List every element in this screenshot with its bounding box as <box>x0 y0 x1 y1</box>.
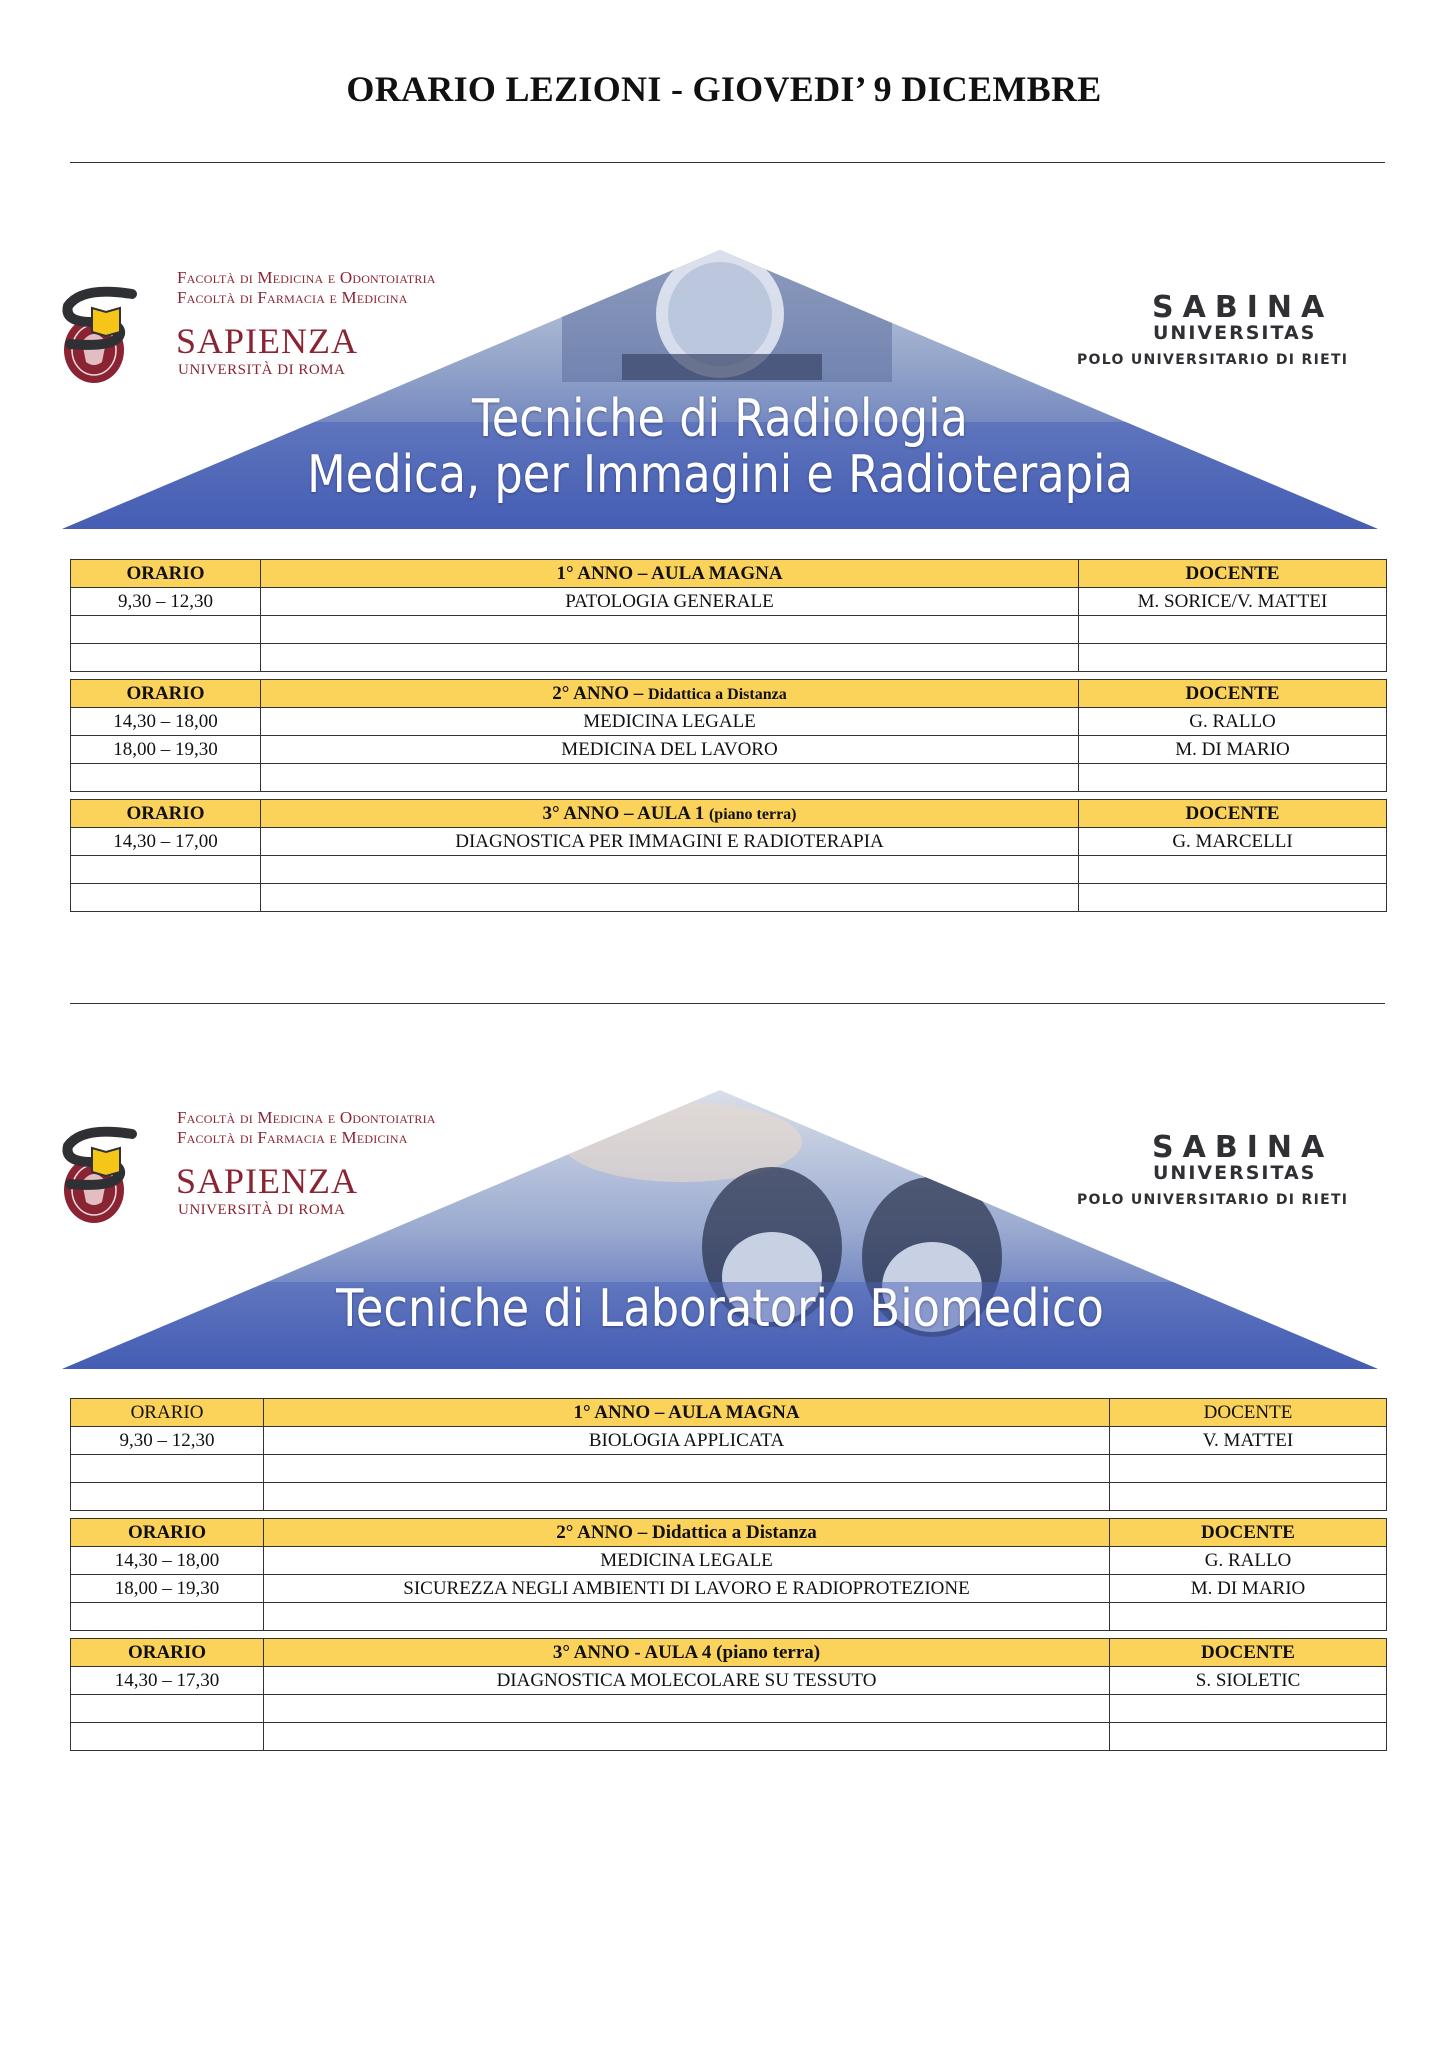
course-title-line-1: Tecniche di Radiologia <box>472 389 968 449</box>
sabina-polo: POLO UNIVERSITARIO DI RIETI <box>1077 352 1349 368</box>
sapienza-name: SAPIENZA <box>176 1161 359 1201</box>
cell-time <box>71 1455 264 1483</box>
cell-time: 14,30 – 18,00 <box>71 708 261 736</box>
table-row <box>71 1667 1387 1695</box>
faculty-line-1: Facoltà di Medicina e Odontoiatria <box>177 1108 436 1127</box>
cell-subject: MEDICINA DEL LAVORO <box>261 736 1079 764</box>
header-year: 2° ANNO – Didattica a Distanza <box>264 1519 1110 1547</box>
faculty-line-2: Facoltà di Farmacia e Medicina <box>177 1128 408 1147</box>
header-orario: ORARIO <box>71 560 261 588</box>
sabina-logo-icon <box>62 1126 146 1192</box>
table-row <box>71 764 1387 792</box>
cell-teacher: M. DI MARIO <box>1079 736 1387 764</box>
cell-subject <box>261 616 1079 644</box>
table-row <box>71 884 1387 912</box>
header-orario: ORARIO <box>71 1519 264 1547</box>
table-header-row <box>71 800 1387 828</box>
header-docente: DOCENTE <box>1110 1399 1387 1427</box>
table-row <box>71 1547 1387 1575</box>
table-row <box>71 1603 1387 1631</box>
cell-subject <box>261 644 1079 672</box>
cell-teacher <box>1079 856 1387 884</box>
page-title: ORARIO LEZIONI - GIOVEDI’ 9 DICEMBRE <box>346 69 1102 109</box>
banner-laboratorio <box>62 1082 1378 1372</box>
cell-time: 9,30 – 12,30 <box>71 588 261 616</box>
cell-time <box>71 1483 264 1511</box>
header-orario: ORARIO <box>71 1399 264 1427</box>
cell-time: 14,30 – 18,00 <box>71 1547 264 1575</box>
table-row <box>71 1427 1387 1455</box>
header-year: 1° ANNO – AULA MAGNA <box>261 560 1079 588</box>
cell-time: 9,30 – 12,30 <box>71 1427 264 1455</box>
cell-subject: SICUREZZA NEGLI AMBIENTI DI LAVORO E RADIOPROTEZIONE <box>264 1575 1110 1603</box>
cell-teacher: M. SORICE/V. MATTEI <box>1079 588 1387 616</box>
table-gap <box>71 792 1387 800</box>
sabina-name: SABINA <box>1152 290 1334 325</box>
cell-time <box>71 1723 264 1751</box>
table-header-row <box>71 1639 1387 1667</box>
table-row <box>71 856 1387 884</box>
sapienza-subtitle: UNIVERSITÀ DI ROMA <box>178 1202 346 1218</box>
header-docente: DOCENTE <box>1110 1519 1387 1547</box>
table-row <box>71 616 1387 644</box>
header-year: 1° ANNO – AULA MAGNA <box>264 1399 1110 1427</box>
table-row <box>71 828 1387 856</box>
table-header-row <box>71 560 1387 588</box>
course-title-line-2: Medica, per Immagini e Radioterapia <box>307 445 1133 505</box>
cell-teacher <box>1079 764 1387 792</box>
banner-radiologia <box>62 242 1378 532</box>
table-gap <box>71 1631 1387 1639</box>
table-row <box>71 1483 1387 1511</box>
table-header-row <box>71 1519 1387 1547</box>
divider-top <box>70 162 1385 163</box>
header-docente: DOCENTE <box>1079 800 1387 828</box>
cell-subject: DIAGNOSTICA PER IMMAGINI E RADIOTERAPIA <box>261 828 1079 856</box>
cell-time <box>71 1603 264 1631</box>
faculty-line-2: Facoltà di Farmacia e Medicina <box>177 288 408 307</box>
cell-teacher <box>1110 1603 1387 1631</box>
cell-time <box>71 856 261 884</box>
cell-subject <box>264 1483 1110 1511</box>
table-row <box>71 588 1387 616</box>
course-title-line-1: Tecniche di Laboratorio Biomedico <box>336 1279 1104 1339</box>
cell-teacher <box>1079 644 1387 672</box>
sapienza-name: SAPIENZA <box>176 321 359 361</box>
schedule-table-radiologia <box>70 559 1387 912</box>
table-gap <box>71 1511 1387 1519</box>
cell-subject: PATOLOGIA GENERALE <box>261 588 1079 616</box>
cell-subject <box>264 1695 1110 1723</box>
cell-teacher: M. DI MARIO <box>1110 1575 1387 1603</box>
cell-time: 14,30 – 17,00 <box>71 828 261 856</box>
sabina-polo: POLO UNIVERSITARIO DI RIETI <box>1077 1192 1349 1208</box>
header-docente: DOCENTE <box>1110 1639 1387 1667</box>
cell-subject <box>261 884 1079 912</box>
header-docente: DOCENTE <box>1079 680 1387 708</box>
cell-time: 18,00 – 19,30 <box>71 736 261 764</box>
cell-time: 14,30 – 17,30 <box>71 1667 264 1695</box>
cell-time <box>71 764 261 792</box>
cell-time <box>71 644 261 672</box>
cell-teacher: G. RALLO <box>1110 1547 1387 1575</box>
table-header-row <box>71 680 1387 708</box>
cell-time <box>71 1695 264 1723</box>
sabina-name: SABINA <box>1152 1130 1334 1165</box>
header-orario: ORARIO <box>71 800 261 828</box>
cell-teacher: S. SIOLETIC <box>1110 1667 1387 1695</box>
cell-teacher <box>1079 616 1387 644</box>
table-row <box>71 708 1387 736</box>
cell-subject <box>264 1603 1110 1631</box>
cell-time: 18,00 – 19,30 <box>71 1575 264 1603</box>
table-gap <box>71 672 1387 680</box>
header-year: 2° ANNO – Didattica a Distanza <box>261 680 1079 708</box>
cell-teacher: G. RALLO <box>1079 708 1387 736</box>
faculty-line-1: Facoltà di Medicina e Odontoiatria <box>177 268 436 287</box>
cell-teacher: G. MARCELLI <box>1079 828 1387 856</box>
header-year: 3° ANNO - AULA 4 (piano terra) <box>264 1639 1110 1667</box>
cell-subject: MEDICINA LEGALE <box>261 708 1079 736</box>
table-row <box>71 1723 1387 1751</box>
header-orario: ORARIO <box>71 680 261 708</box>
header-docente: DOCENTE <box>1079 560 1387 588</box>
cell-teacher <box>1110 1483 1387 1511</box>
cell-teacher <box>1079 884 1387 912</box>
cell-time <box>71 616 261 644</box>
cell-subject: BIOLOGIA APPLICATA <box>264 1427 1110 1455</box>
cell-teacher: V. MATTEI <box>1110 1427 1387 1455</box>
cell-subject <box>261 856 1079 884</box>
table-row <box>71 1455 1387 1483</box>
sabina-universitas: UNIVERSITAS <box>1153 1162 1317 1184</box>
sabina-logo-icon <box>62 286 146 352</box>
cell-subject <box>264 1723 1110 1751</box>
cell-teacher <box>1110 1695 1387 1723</box>
cell-subject: MEDICINA LEGALE <box>264 1547 1110 1575</box>
cell-teacher <box>1110 1723 1387 1751</box>
table-row <box>71 644 1387 672</box>
table-row <box>71 736 1387 764</box>
table-header-row <box>71 1399 1387 1427</box>
schedule-table-laboratorio <box>70 1398 1387 1751</box>
table-row <box>71 1695 1387 1723</box>
sabina-universitas: UNIVERSITAS <box>1153 322 1317 344</box>
divider-middle <box>70 1003 1385 1004</box>
cell-teacher <box>1110 1455 1387 1483</box>
header-year: 3° ANNO – AULA 1 (piano terra) <box>261 800 1079 828</box>
cell-subject <box>264 1455 1110 1483</box>
table-row <box>71 1575 1387 1603</box>
cell-subject: DIAGNOSTICA MOLECOLARE SU TESSUTO <box>264 1667 1110 1695</box>
sapienza-subtitle: UNIVERSITÀ DI ROMA <box>178 362 346 378</box>
cell-subject <box>261 764 1079 792</box>
cell-time <box>71 884 261 912</box>
header-orario: ORARIO <box>71 1639 264 1667</box>
